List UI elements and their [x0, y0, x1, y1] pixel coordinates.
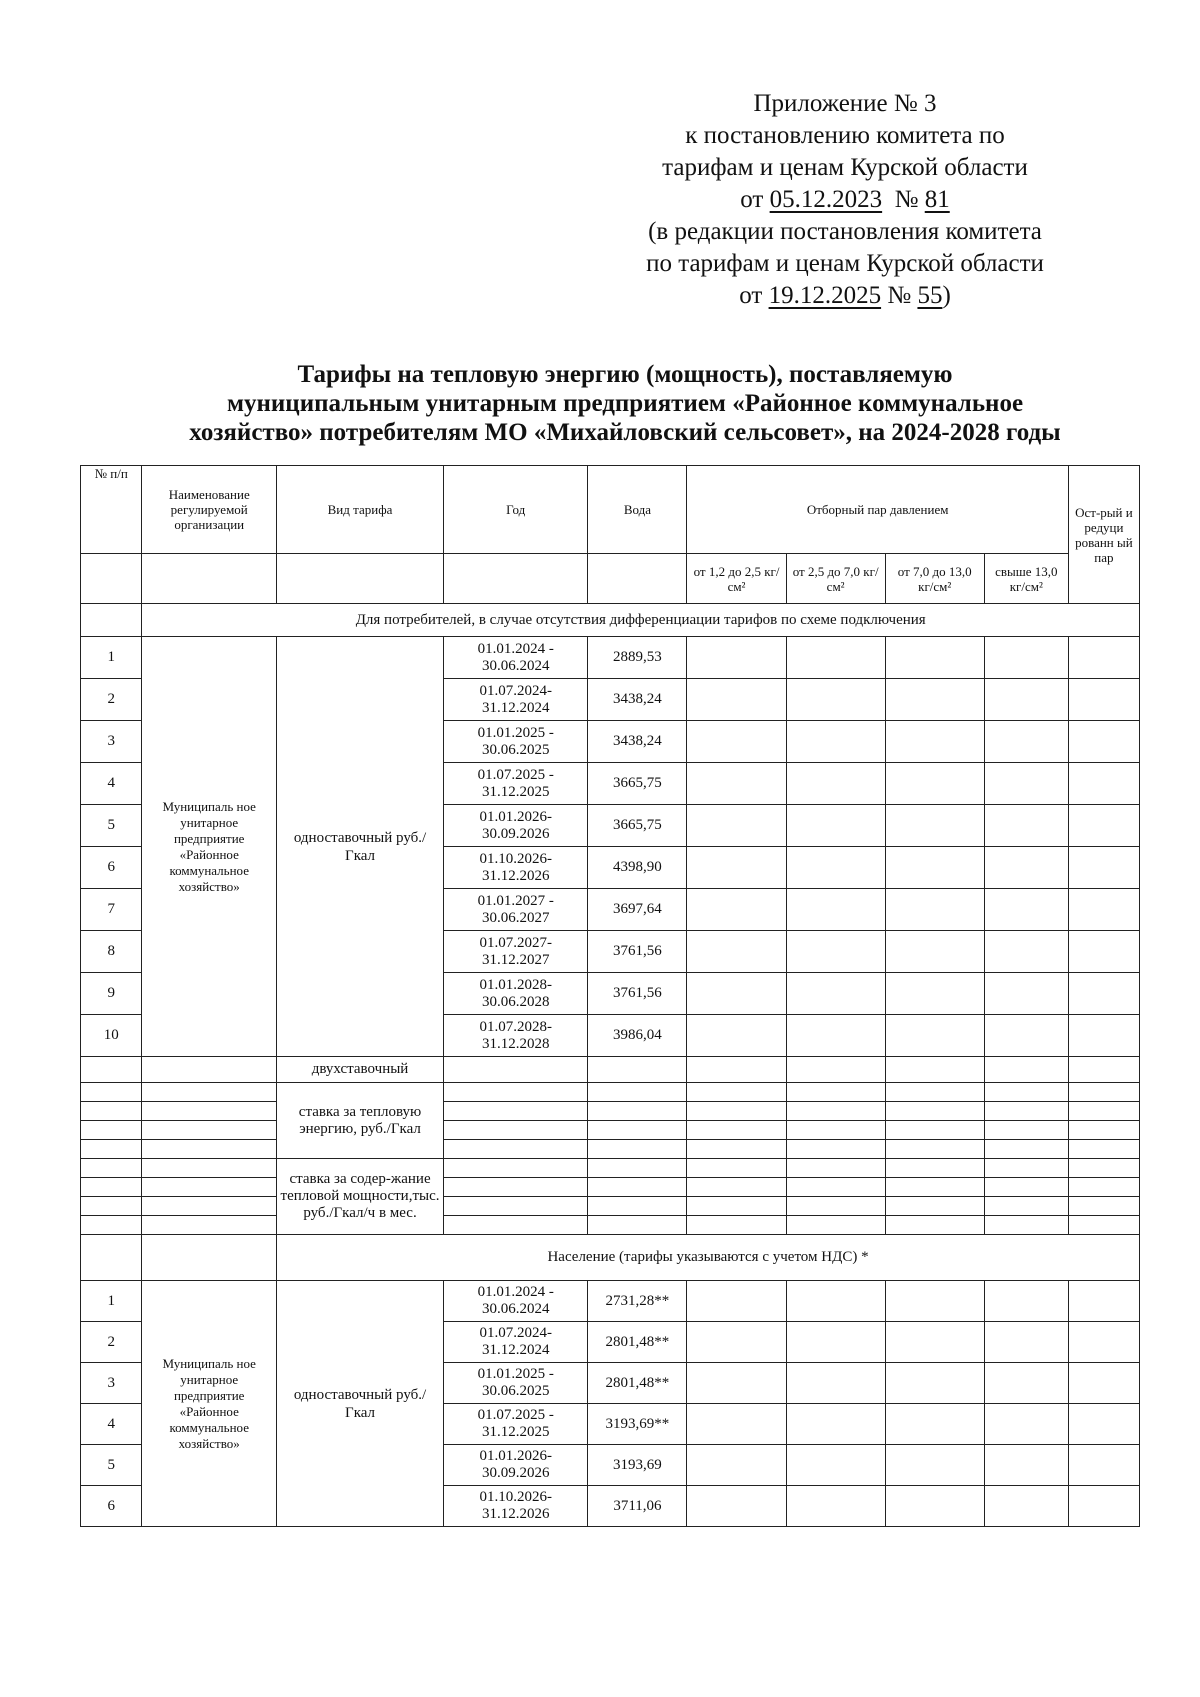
section1-title: Для потребителей, в случае отсутствия дифференциации тарифов по схеме подключения	[142, 604, 1140, 637]
col-header-year: Год	[444, 466, 588, 554]
col-header-org: Наименование регулируемой организации	[142, 466, 277, 554]
tariff-period: 01.01.2026- 30.09.2026	[444, 1445, 588, 1486]
empty-cell	[687, 1363, 786, 1404]
empty-cell	[1068, 1102, 1139, 1121]
empty-cell	[885, 721, 984, 763]
empty-cell	[81, 1140, 142, 1159]
water-tariff-value: 3665,75	[588, 805, 687, 847]
empty-cell	[687, 721, 786, 763]
empty-cell	[588, 1216, 687, 1235]
empty-cell	[885, 1159, 984, 1178]
empty-cell	[885, 1102, 984, 1121]
empty-cell	[142, 1057, 277, 1083]
date-prefix: от	[740, 186, 770, 213]
empty-cell	[81, 1235, 142, 1281]
title-line2: муниципальным унитарным предприятием «Районное коммунальное	[226, 390, 1024, 417]
empty-cell	[786, 1102, 885, 1121]
empty-cell	[588, 554, 687, 604]
empty-cell	[786, 1178, 885, 1197]
empty-cell	[984, 1121, 1068, 1140]
empty-cell	[786, 1486, 885, 1527]
empty-cell	[81, 1057, 142, 1083]
empty-cell	[588, 1102, 687, 1121]
col-header-water: Вода	[588, 466, 687, 554]
empty-cell	[1068, 637, 1139, 679]
tariff-period: 01.07.2024- 31.12.2024	[444, 679, 588, 721]
empty-cell	[885, 763, 984, 805]
appendix-header	[590, 88, 1100, 312]
empty-cell	[81, 1216, 142, 1235]
resolution-date-line	[590, 184, 1100, 216]
empty-cell	[687, 763, 786, 805]
col-header-pressure-3: от 7,0 до 13,0 кг/см²	[885, 554, 984, 604]
empty-cell	[984, 637, 1068, 679]
number-sign: №	[881, 282, 918, 309]
edition-line2: по тарифам и ценам Курской области	[646, 250, 1044, 277]
edition-date: 19.12.2025	[768, 282, 882, 309]
energy-rate-label: ставка за тепловую энергию, руб./Гкал	[277, 1083, 444, 1159]
empty-cell	[1068, 805, 1139, 847]
empty-cell	[984, 1102, 1068, 1121]
empty-cell	[687, 1083, 786, 1102]
empty-cell	[1068, 1363, 1139, 1404]
empty-cell	[885, 1363, 984, 1404]
empty-cell	[142, 1178, 277, 1197]
energy-rate-row	[81, 1121, 1140, 1140]
tariff-period: 01.01.2024 - 30.06.2024	[444, 637, 588, 679]
water-tariff-value: 3193,69**	[588, 1404, 687, 1445]
empty-cell	[786, 1015, 885, 1057]
title-line1: Тарифы на тепловую энергию (мощность), поставляемую	[297, 361, 953, 388]
water-tariff-value: 2889,53	[588, 637, 687, 679]
row-number: 3	[81, 1363, 142, 1404]
empty-cell	[444, 1140, 588, 1159]
empty-cell	[687, 1159, 786, 1178]
empty-cell	[786, 1445, 885, 1486]
empty-cell	[984, 1404, 1068, 1445]
empty-cell	[687, 679, 786, 721]
empty-cell	[984, 805, 1068, 847]
empty-cell	[1068, 1445, 1139, 1486]
water-tariff-value: 3438,24	[588, 679, 687, 721]
section2-title: Население (тарифы указываются с учетом НДС) *	[277, 1235, 1140, 1281]
number-sign: №	[882, 186, 925, 213]
water-tariff-value: 3761,56	[588, 973, 687, 1015]
empty-cell	[687, 1216, 786, 1235]
empty-cell	[687, 805, 786, 847]
edition-number: 55	[917, 282, 943, 309]
empty-cell	[588, 1083, 687, 1102]
empty-cell	[885, 1197, 984, 1216]
two-part-label: двухставочный	[277, 1057, 444, 1083]
empty-cell	[885, 889, 984, 931]
empty-cell	[1068, 1083, 1139, 1102]
empty-cell	[81, 1121, 142, 1140]
empty-cell	[142, 1102, 277, 1121]
empty-cell	[588, 1121, 687, 1140]
col-header-pressure-2: от 2,5 до 7,0 кг/см²	[786, 554, 885, 604]
empty-cell	[687, 1121, 786, 1140]
empty-cell	[984, 679, 1068, 721]
row-number: 5	[81, 1445, 142, 1486]
row-number: 5	[81, 805, 142, 847]
empty-cell	[588, 1159, 687, 1178]
empty-cell	[786, 763, 885, 805]
organization-name: Муниципаль ное унитарное предприятие «Районное коммунальное хозяйство»	[142, 637, 277, 1057]
tariff-period: 01.07.2025 - 31.12.2025	[444, 763, 588, 805]
empty-cell	[687, 1140, 786, 1159]
empty-cell	[984, 1486, 1068, 1527]
empty-cell	[984, 721, 1068, 763]
empty-cell	[142, 1083, 277, 1102]
tariff-kind: одноставочный руб./Гкал	[277, 1281, 444, 1527]
header-row-1	[81, 466, 1140, 554]
row-number: 6	[81, 1486, 142, 1527]
empty-cell	[1068, 763, 1139, 805]
empty-cell	[142, 554, 277, 604]
empty-cell	[1068, 1197, 1139, 1216]
empty-cell	[1068, 1178, 1139, 1197]
empty-cell	[81, 1197, 142, 1216]
row-number: 1	[81, 637, 142, 679]
empty-cell	[687, 1015, 786, 1057]
empty-cell	[984, 889, 1068, 931]
empty-cell	[687, 847, 786, 889]
empty-cell	[687, 1102, 786, 1121]
empty-cell	[1068, 973, 1139, 1015]
empty-cell	[142, 1159, 277, 1178]
resolution-date: 05.12.2023	[769, 186, 883, 213]
empty-cell	[81, 1178, 142, 1197]
col-header-steam: Отборный пар давлением	[687, 466, 1068, 554]
row-number: 1	[81, 1281, 142, 1322]
empty-cell	[1068, 1121, 1139, 1140]
empty-cell	[885, 1140, 984, 1159]
title-line3: хозяйство» потребителям МО «Михайловский сельсовет», на 2024-2028 годы	[189, 419, 1061, 446]
closing-paren: )	[942, 282, 951, 309]
water-tariff-value: 3711,06	[588, 1486, 687, 1527]
organization-name: Муниципаль ное унитарное предприятие «Районное коммунальное хозяйство»	[142, 1281, 277, 1527]
empty-cell	[786, 973, 885, 1015]
empty-cell	[1068, 721, 1139, 763]
empty-cell	[984, 847, 1068, 889]
col-header-num: № п/п	[81, 466, 142, 554]
empty-cell	[687, 1057, 786, 1083]
row-number: 4	[81, 763, 142, 805]
empty-cell	[786, 931, 885, 973]
resolution-ref-line1: к постановлению комитета по	[685, 122, 1005, 149]
water-tariff-value: 4398,90	[588, 847, 687, 889]
empty-cell	[277, 554, 444, 604]
empty-cell	[885, 1121, 984, 1140]
empty-cell	[786, 1159, 885, 1178]
empty-cell	[984, 1015, 1068, 1057]
water-tariff-value: 2731,28**	[588, 1281, 687, 1322]
energy-rate-row	[81, 1083, 1140, 1102]
row-number: 4	[81, 1404, 142, 1445]
empty-cell	[885, 1178, 984, 1197]
header-row-2	[81, 554, 1140, 604]
tariff-period: 01.10.2026- 31.12.2026	[444, 1486, 588, 1527]
tariff-period: 01.01.2027 - 30.06.2027	[444, 889, 588, 931]
empty-cell	[1068, 1281, 1139, 1322]
tariff-period: 01.01.2024 - 30.06.2024	[444, 1281, 588, 1322]
empty-cell	[1068, 889, 1139, 931]
tariff-period: 01.01.2028- 30.06.2028	[444, 973, 588, 1015]
col-header-sharp-steam: Ост-рый и редуци рованн ый пар	[1068, 466, 1139, 604]
empty-cell	[588, 1197, 687, 1216]
empty-cell	[786, 1197, 885, 1216]
row-number: 2	[81, 679, 142, 721]
tariff-period: 01.07.2025 - 31.12.2025	[444, 1404, 588, 1445]
empty-cell	[885, 1216, 984, 1235]
water-tariff-value: 2801,48**	[588, 1363, 687, 1404]
empty-cell	[885, 1281, 984, 1322]
empty-cell	[885, 637, 984, 679]
empty-cell	[1068, 1404, 1139, 1445]
empty-cell	[444, 1083, 588, 1102]
empty-cell	[1068, 679, 1139, 721]
tariff-period: 01.01.2025 - 30.06.2025	[444, 1363, 588, 1404]
water-tariff-value: 3438,24	[588, 721, 687, 763]
empty-cell	[142, 1235, 277, 1281]
empty-cell	[687, 637, 786, 679]
empty-cell	[444, 1121, 588, 1140]
empty-cell	[984, 1178, 1068, 1197]
empty-cell	[786, 1404, 885, 1445]
empty-cell	[1068, 1322, 1139, 1363]
empty-cell	[444, 1178, 588, 1197]
empty-cell	[687, 1404, 786, 1445]
empty-cell	[444, 1159, 588, 1178]
empty-cell	[984, 1057, 1068, 1083]
empty-cell	[81, 1102, 142, 1121]
empty-cell	[687, 1445, 786, 1486]
empty-cell	[786, 805, 885, 847]
empty-cell	[687, 1486, 786, 1527]
empty-cell	[885, 1083, 984, 1102]
col-header-pressure-1: от 1,2 до 2,5 кг/см²	[687, 554, 786, 604]
empty-cell	[984, 1083, 1068, 1102]
empty-cell	[444, 1197, 588, 1216]
empty-cell	[1068, 1216, 1139, 1235]
tariff-period: 01.07.2027- 31.12.2027	[444, 931, 588, 973]
water-tariff-value: 2801,48**	[588, 1322, 687, 1363]
tariff-period: 01.07.2024- 31.12.2024	[444, 1322, 588, 1363]
document-title	[150, 360, 1100, 447]
empty-cell	[885, 1322, 984, 1363]
empty-cell	[885, 973, 984, 1015]
row-number: 3	[81, 721, 142, 763]
empty-cell	[444, 1057, 588, 1083]
empty-cell	[1068, 1140, 1139, 1159]
tariff-period: 01.01.2026- 30.09.2026	[444, 805, 588, 847]
empty-cell	[786, 721, 885, 763]
edition-date-line	[590, 280, 1100, 312]
row-number: 6	[81, 847, 142, 889]
tariff-period: 01.07.2028- 31.12.2028	[444, 1015, 588, 1057]
empty-cell	[786, 1121, 885, 1140]
empty-cell	[786, 847, 885, 889]
empty-cell	[984, 1197, 1068, 1216]
empty-cell	[1068, 1486, 1139, 1527]
empty-cell	[786, 1057, 885, 1083]
empty-cell	[984, 1216, 1068, 1235]
empty-cell	[1068, 931, 1139, 973]
empty-cell	[444, 554, 588, 604]
empty-cell	[687, 1322, 786, 1363]
row-number: 2	[81, 1322, 142, 1363]
empty-cell	[984, 1140, 1068, 1159]
empty-cell	[1068, 1057, 1139, 1083]
empty-cell	[687, 1281, 786, 1322]
tariff-table	[80, 465, 1140, 1527]
empty-cell	[81, 554, 142, 604]
tariff-period: 01.10.2026- 31.12.2026	[444, 847, 588, 889]
empty-cell	[885, 679, 984, 721]
empty-cell	[1068, 847, 1139, 889]
empty-cell	[81, 1083, 142, 1102]
empty-cell	[885, 931, 984, 973]
empty-cell	[588, 1178, 687, 1197]
water-tariff-value: 3986,04	[588, 1015, 687, 1057]
empty-cell	[687, 1178, 786, 1197]
empty-cell	[885, 1445, 984, 1486]
table-row	[81, 1281, 1140, 1322]
empty-cell	[588, 1057, 687, 1083]
empty-cell	[444, 1102, 588, 1121]
section2-title-row	[81, 1235, 1140, 1281]
empty-cell	[687, 1197, 786, 1216]
empty-cell	[984, 973, 1068, 1015]
empty-cell	[885, 1404, 984, 1445]
water-tariff-value: 3761,56	[588, 931, 687, 973]
energy-rate-row	[81, 1102, 1140, 1121]
empty-cell	[1068, 1015, 1139, 1057]
empty-cell	[687, 931, 786, 973]
empty-cell	[786, 889, 885, 931]
capacity-rate-row	[81, 1197, 1140, 1216]
row-number: 10	[81, 1015, 142, 1057]
empty-cell	[885, 1057, 984, 1083]
water-tariff-value: 3697,64	[588, 889, 687, 931]
row-number: 8	[81, 931, 142, 973]
edition-line1: (в редакции постановления комитета	[648, 218, 1042, 245]
empty-cell	[142, 1197, 277, 1216]
empty-cell	[885, 847, 984, 889]
capacity-rate-row	[81, 1178, 1140, 1197]
empty-cell	[984, 1322, 1068, 1363]
empty-cell	[786, 679, 885, 721]
empty-cell	[786, 1140, 885, 1159]
water-tariff-value: 3193,69	[588, 1445, 687, 1486]
col-header-pressure-4: свыше 13,0 кг/см²	[984, 554, 1068, 604]
empty-cell	[142, 1121, 277, 1140]
empty-cell	[885, 1486, 984, 1527]
empty-cell	[81, 604, 142, 637]
date-prefix: от	[739, 282, 769, 309]
empty-cell	[786, 637, 885, 679]
capacity-rate-label: ставка за содер-жание тепловой мощности,тыс. руб./Гкал/ч в мес.	[277, 1159, 444, 1235]
empty-cell	[984, 1445, 1068, 1486]
empty-cell	[984, 1281, 1068, 1322]
empty-cell	[687, 973, 786, 1015]
empty-cell	[142, 1140, 277, 1159]
empty-cell	[885, 805, 984, 847]
empty-cell	[687, 889, 786, 931]
table-row	[81, 637, 1140, 679]
empty-cell	[984, 931, 1068, 973]
water-tariff-value: 3665,75	[588, 763, 687, 805]
empty-cell	[786, 1322, 885, 1363]
section1-title-row	[81, 604, 1140, 637]
appendix-number: Приложение № 3	[753, 90, 937, 117]
energy-rate-row	[81, 1140, 1140, 1159]
empty-cell	[786, 1083, 885, 1102]
row-number: 7	[81, 889, 142, 931]
empty-cell	[885, 1015, 984, 1057]
two-part-row	[81, 1057, 1140, 1083]
empty-cell	[786, 1216, 885, 1235]
empty-cell	[588, 1140, 687, 1159]
empty-cell	[142, 1216, 277, 1235]
empty-cell	[984, 1159, 1068, 1178]
row-number: 9	[81, 973, 142, 1015]
empty-cell	[984, 1363, 1068, 1404]
empty-cell	[81, 1159, 142, 1178]
empty-cell	[1068, 1159, 1139, 1178]
col-header-kind: Вид тарифа	[277, 466, 444, 554]
tariff-period: 01.01.2025 - 30.06.2025	[444, 721, 588, 763]
resolution-ref-line2: тарифам и ценам Курской области	[662, 154, 1028, 181]
capacity-rate-row	[81, 1216, 1140, 1235]
empty-cell	[786, 1281, 885, 1322]
empty-cell	[984, 763, 1068, 805]
capacity-rate-row	[81, 1159, 1140, 1178]
empty-cell	[786, 1363, 885, 1404]
empty-cell	[444, 1216, 588, 1235]
tariff-kind: одноставочный руб./Гкал	[277, 637, 444, 1057]
resolution-number: 81	[924, 186, 950, 213]
